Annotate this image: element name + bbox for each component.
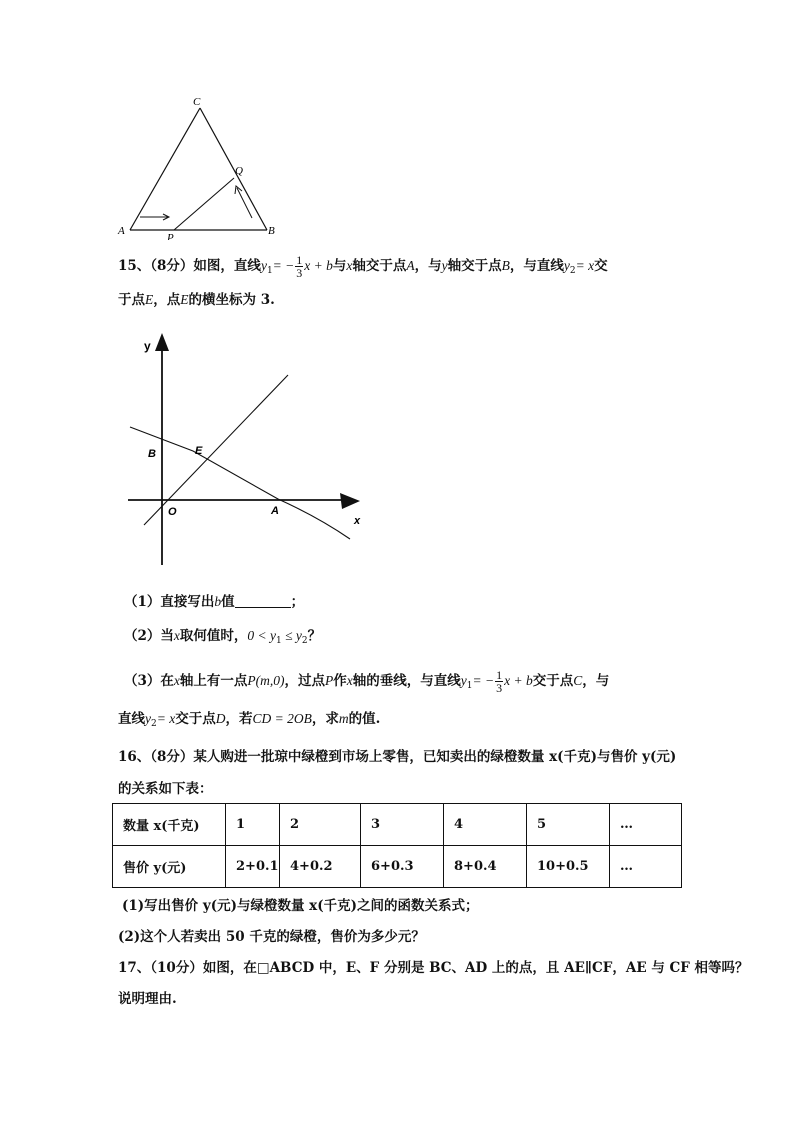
table-row (113, 804, 682, 846)
q15-sub2: （2）当x取何值时，$0 < y_1 \le y_2$？ (124, 628, 322, 646)
price-table (112, 803, 682, 888)
table-cell: 5 (527, 804, 610, 846)
table-cell: 售价 y(元) (113, 846, 226, 888)
label-C: C (193, 96, 201, 108)
answer-blank[interactable] (235, 593, 291, 608)
fraction-one-third: $\frac{1}{3}$ (296, 253, 303, 280)
fraction-one-third-2: $\frac{1}{3}$ (496, 668, 503, 695)
q16-line1: 16、（8分）某人购进一批琼中绿橙到市场上零售，已知卖出的绿橙数量 x(千克)与售价 y(元) (118, 749, 677, 765)
q15-sub3-line1: （3）在x轴上有一点P(m,0)，过点P作x轴的垂线，与直线$y_1=$ − $\frac{1}{3}$ x + b交于点C，与 (124, 668, 610, 695)
q15-line1: 15、（8分）如图，直线$y_1=$ − $\frac{1}{3}$ x + b与x轴交于点A，与y轴交于点B，与直线$y_2= x$交 (118, 253, 608, 280)
graph-origin-label: O (168, 506, 177, 518)
table-cell: 6+0.3 (361, 846, 444, 888)
table-cell: … (610, 804, 682, 846)
graph-B-label: B (148, 448, 156, 460)
graph-y-label: y (144, 339, 151, 353)
table-cell: 4+0.2 (280, 846, 361, 888)
table-cell: 1 (226, 804, 280, 846)
table-cell: 8+0.4 (444, 846, 527, 888)
q16-part1: (1)写出售价 y(元)与绿橙数量 x(千克)之间的函数关系式； (122, 898, 479, 914)
table-cell: … (610, 846, 682, 888)
graph-A-label: A (271, 505, 279, 517)
graph-x-label: x (354, 515, 361, 527)
table-cell: 10+0.5 (527, 846, 610, 888)
q16-part2: (2)这个人若卖出 50 千克的绿橙，售价为多少元？ (118, 929, 425, 945)
q15-sub1: （1）直接写出b值 ； (124, 594, 305, 610)
label-B: B (268, 225, 275, 237)
coordinate-graph (118, 325, 368, 570)
q17-line1: 17、（10分）如图，在□ABCD 中，E、F 分别是 BC、AD 上的点，且 AE∥CF，AE 与 CF 相等吗？ (118, 960, 749, 976)
q16-line2: 的关系如下表： (118, 781, 213, 797)
table-row (113, 846, 682, 888)
table-cell: 2 (280, 804, 361, 846)
q17-line2: 说明理由. (118, 991, 177, 1007)
q15-line2: 于点E，点E的横坐标为 3. (118, 292, 275, 308)
table-cell: 4 (444, 804, 527, 846)
table-cell: 2+0.1 (226, 846, 280, 888)
table-cell: 3 (361, 804, 444, 846)
label-Q: Q (235, 165, 243, 177)
triangle-figure (112, 90, 292, 240)
graph-E-label: E (195, 445, 203, 457)
label-A: A (118, 225, 125, 237)
label-P: P (167, 232, 174, 240)
q15-sub3-line2: 直线$y_2= x$交于点D，若CD = 2OB，求m的值. (118, 711, 381, 729)
table-cell: 数量 x(千克) (113, 804, 226, 846)
